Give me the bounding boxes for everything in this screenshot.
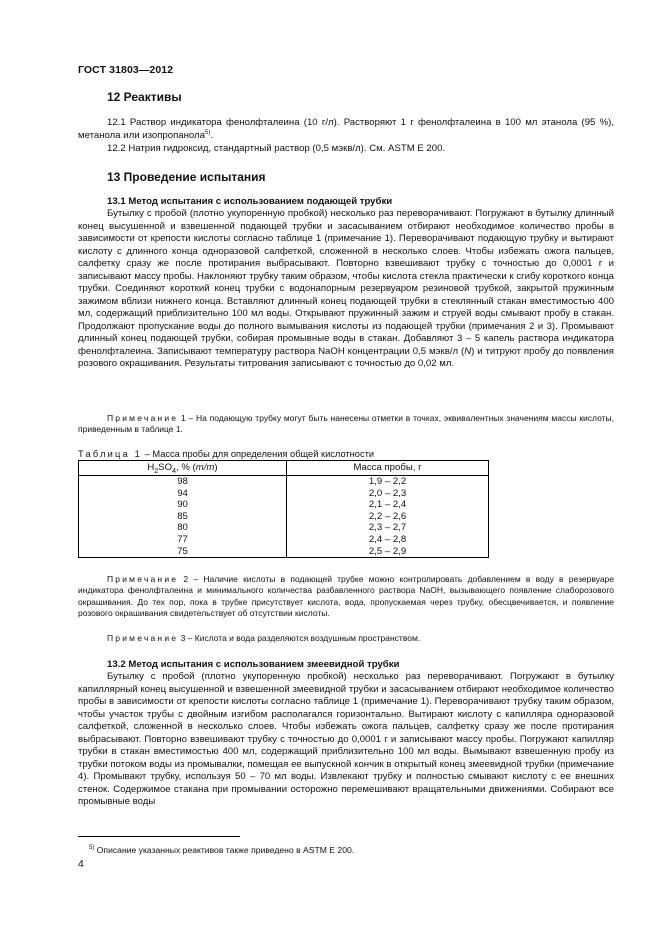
table-row: 77 2,4 – 2,8: [79, 534, 489, 546]
table-row: 90 2,1 – 2,4: [79, 499, 489, 511]
table-row: 75 2,5 – 2,9: [79, 546, 489, 558]
table-row: 98 1,9 – 2,2: [79, 476, 489, 488]
section-13-title: 13 Проведение испытания: [107, 170, 266, 184]
note-3: Примечание 3 – Кислота и вода разделяются воздушным пространством.: [107, 633, 421, 643]
table-row: 80 2,3 – 2,7: [79, 522, 489, 534]
paragraph-12-2: 12.2 Натрия гидроксид, стандартный раствор (0,5 мэкв/л). См. ASTM E 200.: [107, 143, 446, 154]
note-1: Примечание 1 – На подающую трубку могут быть нанесены отметки в точках, эквивалентных значениям массы кислоты, приведенным в таблице 1.: [78, 413, 614, 435]
table-1: [78, 460, 489, 558]
paragraph-13-1: Бутылку с пробой (плотно укупоренную пробкой) несколько раз переворачивают. Погружают в бутылку длинный конец высушенной и взвешенной подающей трубки и засасыванием отбирают необходимое количество пробы в зависимости от крепости кислоты согласно таблице 1 (примечание 1). Переворачивают подающую трубку и вытирают кислоту с длинного конца одноразовой салфеткой, сложенной в несколько слоев. Чтобы избежать ожога пальцев, салфетку сразу же после протирания выбрасывают. Повторно взвешивают трубку с точностью до 0,0001 г и записывают массу пробы. Наклоняют трубку таким образом, чтобы кислота стекла практически к сгибу короткого конца трубки. Соединяют короткий конец трубки с водонапорным резервуаром резиновой трубкой, закрытой пружинным зажимом вблизи нижнего конца. Вставляют длинный конец подающей трубки в стеклянный стакан вместимостью 400 мл, содержащий приблизительно 100 мл воды. Открывают пружинный зажим и струей воды смывают пробу в стакан. Продолжают пропускание воды до полного вымывания кислоты из подающей трубки (примечания 2 и 3). Промывают длинный конец подающей трубки, собирая промывные воды в стакан. Добавляют 3 – 5 капель раствора индикатора фенолфталеина. Записывают температуру раствора NaOH концентрации 0,5 мэкв/л (N) и титруют пробу до появления розового окрашивания. Результаты титрования записывают с точностью до 0,02 мл.: [78, 208, 614, 369]
table-row: 94 2,0 – 2,3: [79, 488, 489, 500]
note-2: Примечание 2 – Наличие кислоты в подающей трубке можно контролировать добавлением в воду в резервуаре индикатора фенолфталеина и минимального количества разбавленного раствора NaOH, вызывающего появление слаборозового окрашивания. До тех пор, пока в трубке присутствует кислота, вода, пропускаемая через трубку, обесцвечивается, и появление розового окрашивания свидетельствует об отсутствии кислоты.: [78, 574, 614, 619]
table-1-caption: Таблица 1 – Масса пробы для определения общей кислотности: [78, 449, 375, 459]
paragraph-13-2: Бутылку с пробой (плотно укупоренную пробкой) несколько раз переворачивают. Погружают в бутылку капиллярный конец высушенной и взвешенной змеевидной трубки и засасыванием отбирают необходимое количество пробы в зависимости от крепости кислоты согласно таблице 1 (примечание 1). Переворачивают трубку таким образом, чтобы участок трубы с двойным изгибом располагался горизонтально. Вытирают кислоту с капилляра одноразовой салфеткой, сложенной в несколько слоев. Чтобы избежать ожога пальцев, салфетку сразу же после протирания выбрасывают. Повторно взвешивают трубку с точностью до 0,0001 г и записывают массу пробы. Погружают капилляр трубки в стакан вместимостью 400 мл, содержащий приблизительно 100 мл воды. Вымывают взвешенную пробу из трубки потоком воды из промывалки, помещая ее выпускной кончик в открытый конец змеевидной трубки (примечание 4). Промывают трубку, используя 50 – 70 мл воды. Извлекают трубку и полностью смывают кислоту с ее внешних стенок. Содержимое стакана при промывании осторожно перемешивают вращательными движениями. Собирают все промывные воды: [78, 671, 614, 807]
table-header-mass: Масса пробы, г: [287, 461, 489, 476]
subsection-13-2-title: 13.2 Метод испытания с использованием змеевидной трубки: [107, 659, 400, 670]
footnote: $^{5)}$ Описание указанных реактивов также приведено в ASTM E 200.: [89, 845, 355, 855]
table-header-acid: $H_2SO_4$, % (m/m): [79, 461, 287, 476]
paragraph-12-1: 12.1 Раствор индикатора фенолфталеина (10 г/л). Растворяют 1 г фенолфталеина в 100 мл этанола (95 %), метанола или изопропанола$^{5)}$.: [78, 117, 614, 141]
table-row: 85 2,2 – 2,6: [79, 511, 489, 523]
standard-header: ГОСТ 31803—2012: [78, 64, 174, 76]
page-number: 4: [78, 858, 84, 870]
footnote-divider: [78, 836, 240, 837]
footnote-ref: 5): [204, 129, 211, 136]
section-12-title: 12 Реактивы: [107, 90, 182, 104]
subsection-13-1-title: 13.1 Метод испытания с использованием подающей трубки: [107, 196, 393, 207]
